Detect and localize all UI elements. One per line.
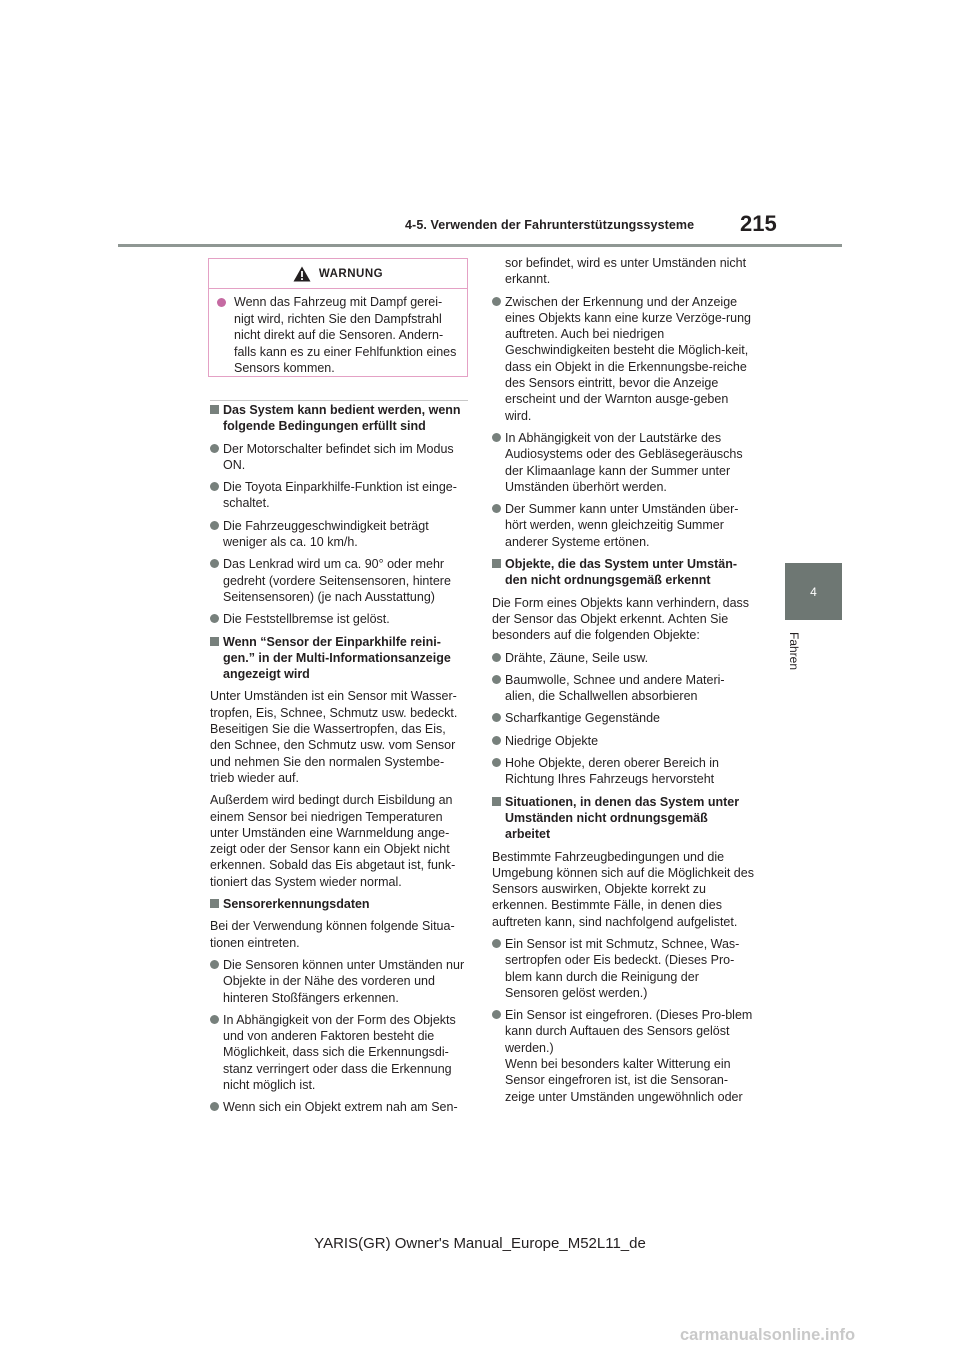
round-bullet-icon xyxy=(210,1102,219,1111)
list-item: In Abhängigkeit von der Form des Objekts und von anderen Faktoren besteht die Möglichkeit, dass sich die Erkennungsdi-stanz verringert oder dass die Erkennung nicht möglich ist. xyxy=(210,1012,468,1093)
list-item: Wenn sich ein Objekt extrem nah am Sen- xyxy=(210,1099,468,1115)
round-bullet-icon xyxy=(492,297,501,306)
body-paragraph: Unter Umständen ist ein Sensor mit Wasser-tropfen, Eis, Schnee, Schmutz usw. bedeckt. Beseitigen Sie die Wassertropfen, das Eis, den Schnee, den Schmutz usw. vom Sensor und nehmen Sie den normalen Systembe-trieb wieder auf. xyxy=(210,689,458,785)
section-heading: Sensorerkennungsdaten xyxy=(210,896,468,912)
header-rule xyxy=(118,244,842,247)
list-item: Drähte, Zäune, Seile usw. xyxy=(492,650,754,666)
square-bullet-icon xyxy=(210,637,219,646)
round-bullet-icon xyxy=(492,758,501,767)
round-bullet-icon xyxy=(492,939,501,948)
body-paragraph: Bestimmte Fahrzeugbedingungen und die Umgebung können sich auf die Möglichkeit des Sensors auswirken, Objekte korrekt zu erkennen. Bestimmte Fälle, in denen dies auftreten kann, sind nachfolgend aufgelistet. xyxy=(492,849,754,929)
chapter-tab: 4 xyxy=(785,563,842,620)
round-bullet-icon xyxy=(492,504,501,513)
section-heading: Objekte, die das System unter Umstän-den nicht ordnungsgemäß erkennt xyxy=(492,556,754,589)
list-item: Hohe Objekte, deren oberer Bereich in Richtung Ihres Fahrzeugs hervorsteht xyxy=(492,755,754,788)
footer-manual-id: YARIS(GR) Owner's Manual_Europe_M52L11_de xyxy=(314,1235,646,1252)
round-bullet-icon xyxy=(210,521,219,530)
section-divider xyxy=(210,400,468,401)
body-paragraph: Außerdem wird bedingt durch Eisbildung an einem Sensor bei niedrigen Temperaturen unter Umständen eine Warnmeldung ange-zeigt oder der Sensor kann ein Objekt nicht erkennen. Sobald das Eis abgetaut ist, funk-tioniert das System wieder normal. xyxy=(210,793,456,889)
body-paragraph: Die Form eines Objekts kann verhindern, dass der Sensor das Objekt erkennt. Achten Sie besonders auf die folgenden Objekte: xyxy=(492,595,750,643)
list-item-note: Wenn bei besonders kalter Witterung ein Sensor eingefroren ist, ist die Sensoran-zeige unter Umständen ungewöhnlich oder xyxy=(505,1057,743,1104)
list-item: Scharfkantige Gegenstände xyxy=(492,710,754,726)
list-item: In Abhängigkeit von der Lautstärke des Audiosystems oder des Gebläsegeräuschs der Klimaanlage kann der Summer unter Umständen überhört werden. xyxy=(492,430,754,495)
list-item: Der Summer kann unter Umständen über-hört werden, wenn gleichzeitig Summer anderer Systeme ertönen. xyxy=(492,501,754,550)
round-bullet-icon xyxy=(492,433,501,442)
round-bullet-icon xyxy=(210,559,219,568)
list-item: Die Sensoren können unter Umständen nur Objekte in der Nähe des vorderen und hinteren Stoßfängers erkennen. xyxy=(210,957,468,1006)
list-item: Die Feststellbremse ist gelöst. xyxy=(210,611,468,627)
list-item: Baumwolle, Schnee und andere Materi-alien, die Schallwellen absorbieren xyxy=(492,672,754,705)
section-heading: Situationen, in denen das System unter Umständen nicht ordnungsgemäß arbeitet xyxy=(492,794,754,843)
square-bullet-icon xyxy=(492,797,501,806)
page-number: 215 xyxy=(740,211,777,236)
section-header-title: 4-5. Verwenden der Fahrunterstützungssysteme xyxy=(405,218,695,232)
chapter-label: Fahren xyxy=(787,632,801,671)
square-bullet-icon xyxy=(210,405,219,414)
pink-bullet-icon xyxy=(217,298,226,307)
warning-text: Wenn das Fahrzeug mit Dampf gerei-nigt wird, richten Sie den Dampfstrahl nicht direkt auf die Sensoren. Andern-falls kann es zu einer Fehlfunktion eines Sensors kommen. xyxy=(234,295,457,375)
warning-triangle-icon xyxy=(293,266,311,282)
round-bullet-icon xyxy=(210,1015,219,1024)
square-bullet-icon xyxy=(492,559,501,568)
list-item: Die Fahrzeuggeschwindigkeit beträgt weniger als ca. 10 km/h. xyxy=(210,518,468,551)
warning-header xyxy=(209,259,467,289)
list-item: Der Motorschalter befindet sich im Modus ON. xyxy=(210,441,468,474)
watermark: carmanualsonline.info xyxy=(680,1326,856,1344)
list-item: Niedrige Objekte xyxy=(492,733,754,749)
list-item: Zwischen der Erkennung und der Anzeige eines Objekts kann eine kurze Verzöge-rung auftreten. Auch bei niedrigen Geschwindigkeiten besteht die Möglich-keit, dass ein Objekt in die Erkennungsbe-reiche des Sensors eintritt, bevor die Anzeige erscheint und der Warnton ausge-geben wird. xyxy=(492,294,754,424)
round-bullet-icon xyxy=(492,675,501,684)
continued-text: sor befindet, wird es unter Umständen nicht erkannt. xyxy=(505,256,747,287)
round-bullet-icon xyxy=(492,736,501,745)
round-bullet-icon xyxy=(492,653,501,662)
round-bullet-icon xyxy=(492,1010,501,1019)
round-bullet-icon xyxy=(210,614,219,623)
body-paragraph: Bei der Verwendung können folgende Situa-tionen eintreten. xyxy=(210,919,455,950)
list-item-text: Ein Sensor ist eingefroren. (Dieses Pro-blem kann durch Auftauen des Sensors gelöst werden.) xyxy=(505,1008,753,1055)
list-item: Das Lenkrad wird um ca. 90° oder mehr gedreht (vordere Seitensensoren, hintere Seitensensoren) (je nach Ausstattung) xyxy=(210,556,468,605)
list-item: Die Toyota Einparkhilfe-Funktion ist einge-schaltet. xyxy=(210,479,468,512)
left-column xyxy=(210,402,468,1122)
section-heading: Wenn “Sensor der Einparkhilfe reini-gen.” in der Multi-Informationsanzeige angezeigt wird xyxy=(210,634,468,683)
list-item: Ein Sensor ist mit Schmutz, Schnee, Was-sertropfen oder Eis bedeckt. (Dieses Pro-blem kann durch die Reinigung der Sensoren gelöst werden.) xyxy=(492,936,754,1001)
warning-item xyxy=(209,289,467,377)
section-heading: Das System kann bedient werden, wenn folgende Bedingungen erfüllt sind xyxy=(210,402,468,435)
round-bullet-icon xyxy=(210,482,219,491)
round-bullet-icon xyxy=(492,713,501,722)
square-bullet-icon xyxy=(210,899,219,908)
warning-box xyxy=(208,258,468,377)
round-bullet-icon xyxy=(210,960,219,969)
list-item xyxy=(492,1007,754,1105)
round-bullet-icon xyxy=(210,444,219,453)
warning-title: WARNUNG xyxy=(318,267,384,280)
right-column xyxy=(492,255,754,1111)
